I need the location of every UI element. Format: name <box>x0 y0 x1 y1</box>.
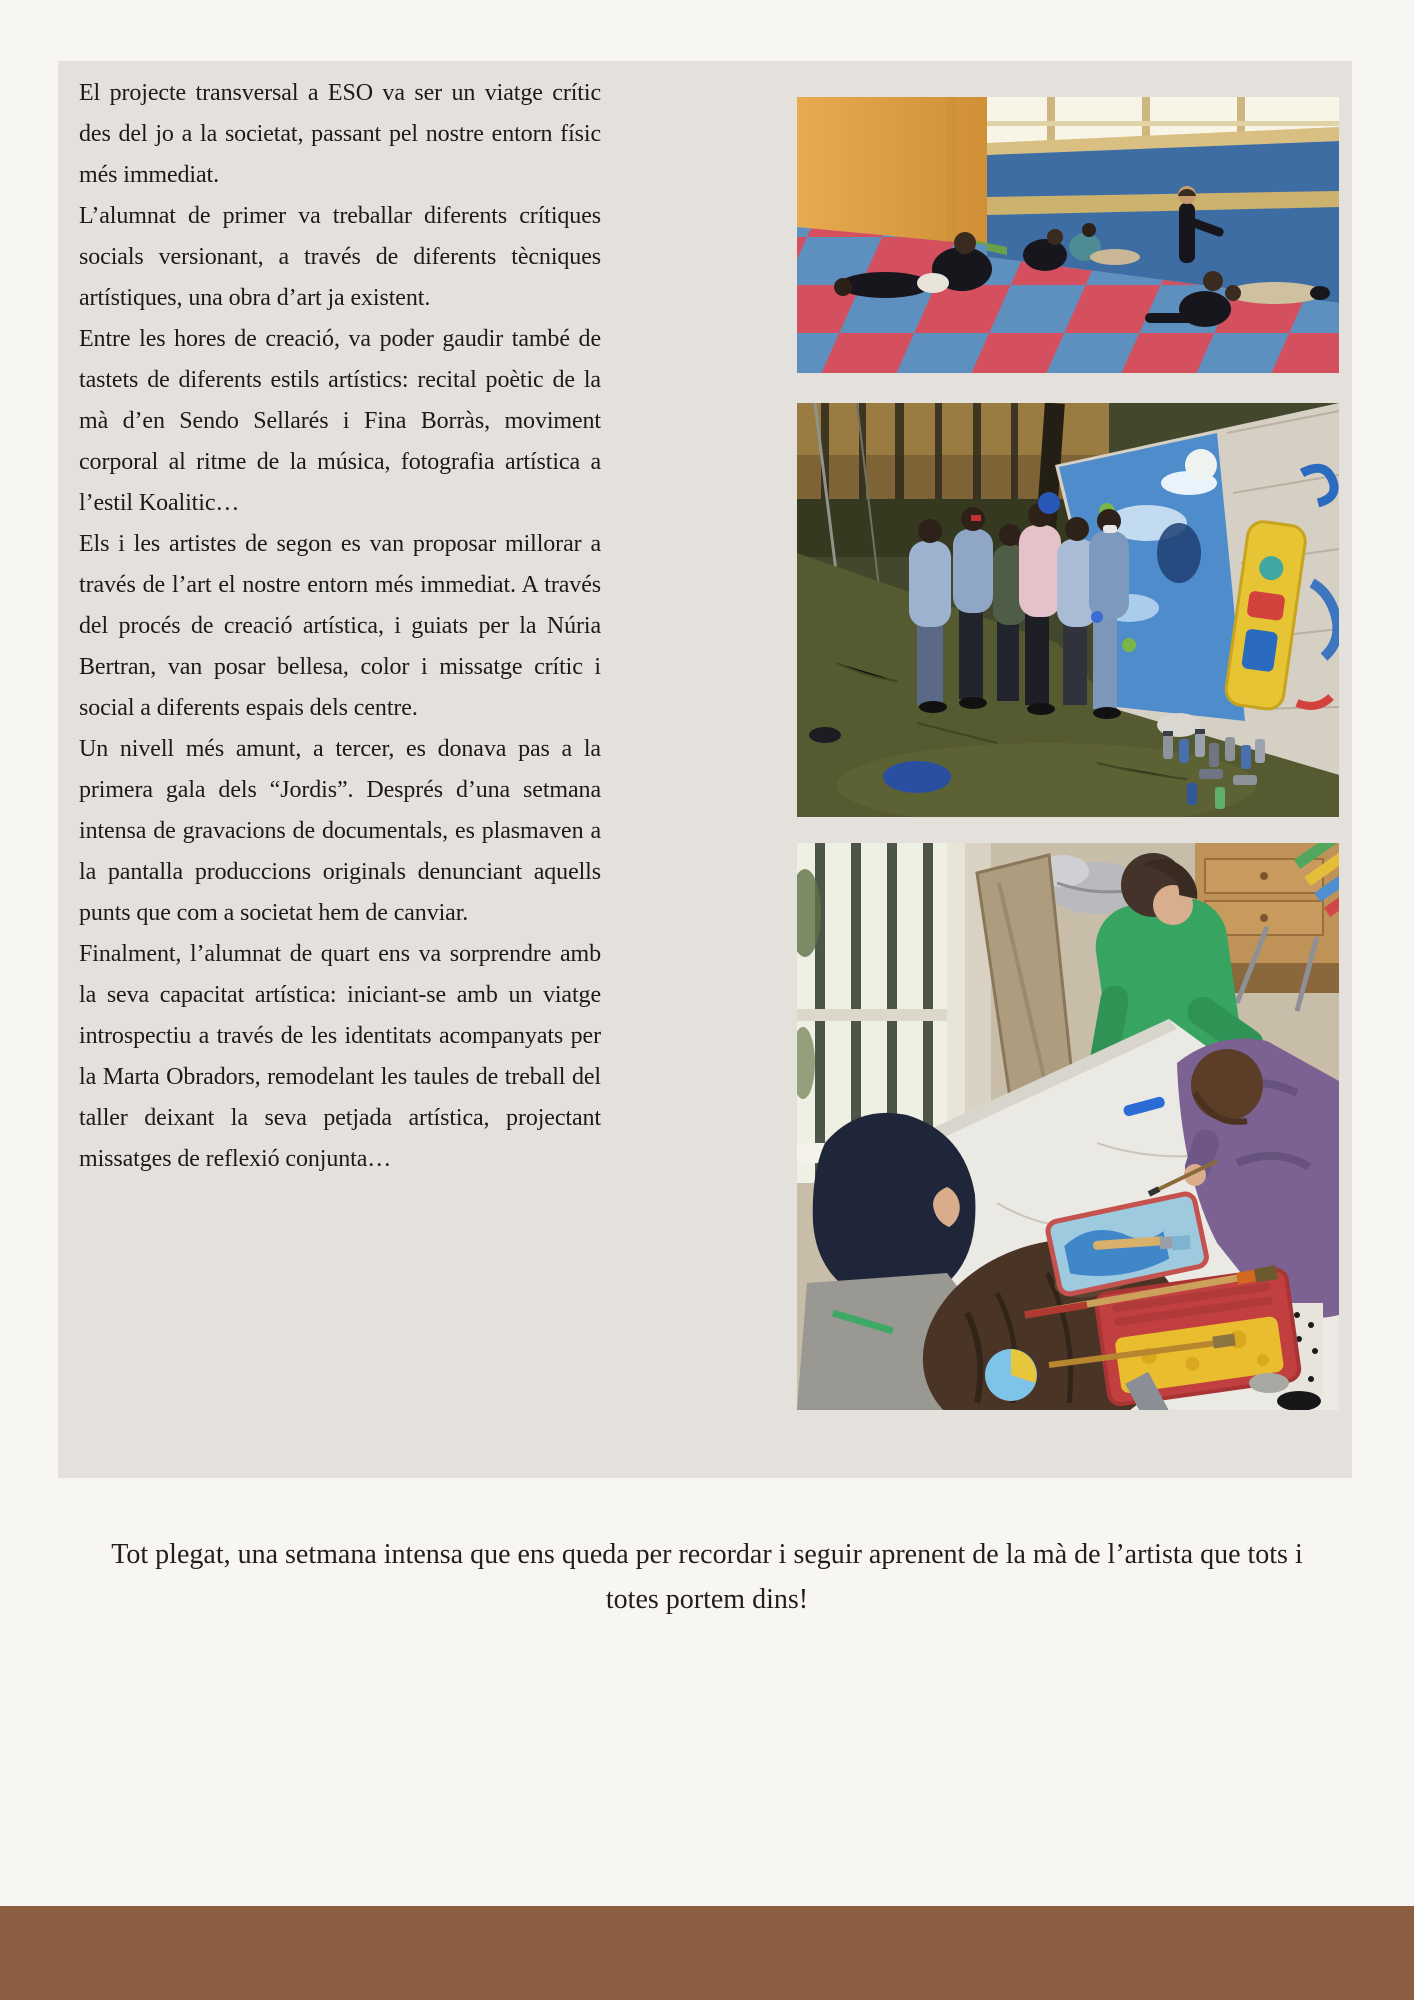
workshop-scene-illustration <box>797 843 1339 1410</box>
article-paragraph: Finalment, l’alumnat de quart ens va sorprendre amb la seva capacitat artística: iniciant-se amb un viatge introspectiu a través de les identitats acompanyats per la Marta Obradors, remodelant les taules de treball del taller deixant la seva petjada artística, projectant missatges de reflexió conjunta… <box>79 941 601 1172</box>
article-paragraph: El projecte transversal a ESO va ser un viatge crític des del jo a la societat, passant pel nostre entorn físic més immediat. <box>79 80 601 188</box>
blue-jacket <box>883 761 951 793</box>
art-workshop-painting-table-photo <box>797 843 1339 1410</box>
photo-column <box>797 97 1339 1410</box>
orange-wall <box>797 97 987 245</box>
gym-scene-illustration <box>797 97 1339 373</box>
footer-bar <box>0 1906 1414 2000</box>
students-graffiti-mural-photo <box>797 403 1339 817</box>
article-paragraph: Un nivell més amunt, a tercer, es donava pas a la primera gala dels “Jordis”. Després d’una setmana intensa de gravacions de documentals, es plasmaven a la pantalla produccions originals denunciant aquells punts que com a societat hem de canviar. <box>79 736 601 926</box>
content-box <box>58 61 1352 1478</box>
article-paragraph: L’alumnat de primer va treballar diferents crítiques socials versionant, a través de diferents tècniques artístiques, una obra d’art ja existent. <box>79 203 601 311</box>
article-text <box>79 73 601 1180</box>
article-paragraph: Els i les artistes de segon es van proposar millorar a través de l’art el nostre entorn més immediat. A través del procés de creació artística, i guiats per la Núria Bertran, van posar bellesa, color i missatge crític i social a diferents espais dels centre. <box>79 531 601 721</box>
closing-paragraph: Tot plegat, una setmana intensa que ens queda per recordar i seguir aprenent de la mà de l’artista que tots i totes portem dins! <box>111 1539 1303 1615</box>
mural-scene-illustration <box>797 403 1339 817</box>
gym-mats-body-expression-photo <box>797 97 1339 373</box>
article-paragraph: Entre les hores de creació, va poder gaudir també de tastets de diferents estils artístics: recital poètic de la mà d’en Sendo Sellarés i Fina Borràs, moviment corporal al ritme de la música, fotografia artística a l’estil Koalitic… <box>79 326 601 516</box>
closing-text <box>87 1532 1327 1622</box>
